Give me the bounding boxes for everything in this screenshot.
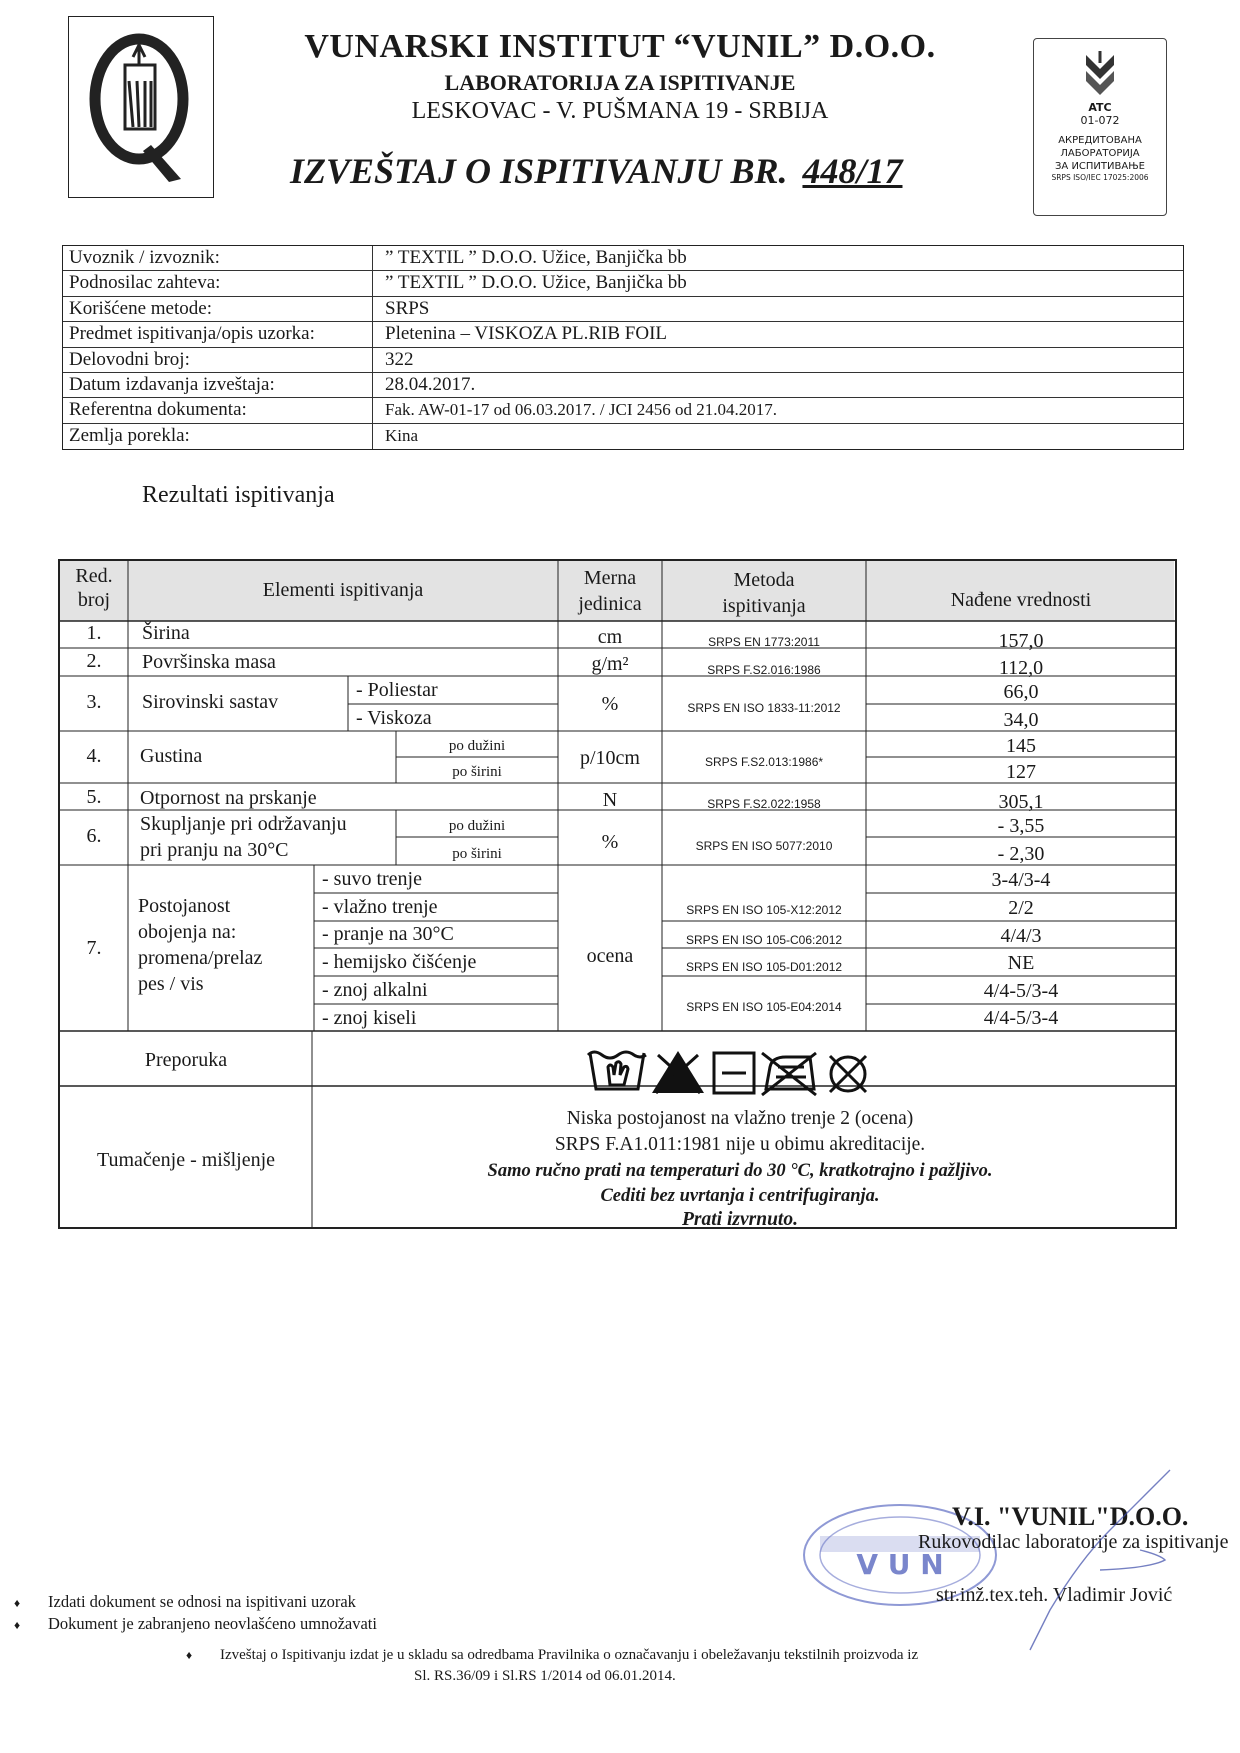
address: LESKOVAC - V. PUŠMANA 19 - SRBIJA bbox=[411, 98, 829, 124]
row-sub-length: po dužini bbox=[448, 738, 506, 754]
footer-text-2: Dokument je zabranjeno neovlašćeno umnožavati bbox=[48, 1614, 377, 1633]
atc-number: 01-072 bbox=[1080, 114, 1120, 127]
footer-line-2 bbox=[14, 1614, 377, 1634]
hand-wash-icon bbox=[588, 1052, 646, 1089]
lab-name: LABORATORIJA ZA ISPITIVANJE bbox=[444, 70, 796, 95]
footer-text-1: Izdati dokument se odnosi na ispitivani uzorak bbox=[48, 1592, 356, 1611]
info-value: 28.04.2017. bbox=[385, 373, 476, 395]
row-sub-alkaline: - znoj alkalni bbox=[322, 979, 428, 1001]
row-element: Otpornost na prskanje bbox=[140, 787, 317, 809]
row-value: 127 bbox=[1006, 761, 1036, 783]
institute-name: VUNARSKI INSTITUT “VUNIL” D.O.O. bbox=[304, 28, 936, 65]
tumble-dry-icon bbox=[714, 1053, 754, 1093]
info-row bbox=[63, 398, 1183, 423]
row-unit: p/10cm bbox=[580, 747, 640, 769]
row-element: Sirovinski sastav bbox=[142, 691, 279, 713]
header-no1: Red. bbox=[75, 565, 113, 587]
row-sub-polyester: - Poliestar bbox=[356, 679, 438, 701]
row-value: 112,0 bbox=[998, 657, 1044, 679]
info-row bbox=[63, 373, 1183, 398]
row-method: SRPS F.S2.016:1986 bbox=[707, 663, 821, 677]
header-unit1: Merna bbox=[583, 567, 637, 589]
row-element: Širina bbox=[142, 622, 190, 644]
footer-text-3: Izveštaj o Ispitivanju izdat je u skladu sa odredbama Pravilnika o označavanju i obeležavanju tekstilnih proizvoda iz bbox=[220, 1647, 919, 1663]
row-no: 2. bbox=[86, 650, 102, 672]
row-unit: N bbox=[602, 789, 618, 811]
footer-line-1 bbox=[14, 1592, 356, 1612]
row-unit: g/m² bbox=[591, 653, 629, 675]
atc-line2: ЛАБОРАТОРИЈА bbox=[1060, 148, 1140, 159]
row-sub-width: po širini bbox=[452, 764, 502, 780]
row-no: 5. bbox=[86, 786, 102, 808]
row-value: - 2,30 bbox=[997, 843, 1045, 865]
opinion-line-5: Prati izvrnuto. bbox=[682, 1209, 798, 1230]
care-symbols bbox=[586, 1045, 896, 1099]
info-row bbox=[63, 424, 1183, 449]
institute-logo bbox=[68, 16, 214, 198]
info-label: Podnosilac zahteva: bbox=[63, 271, 373, 295]
opinion-line-4: Cediti bez uvrtanja i centrifugiranja. bbox=[600, 1186, 880, 1206]
opinion-line-3: Samo ručno prati na temperaturi do 30 °C, kratkotrajno i pažljivo. bbox=[487, 1161, 993, 1181]
row-value: 4/4-5/3-4 bbox=[983, 980, 1059, 1002]
row-sub-acid: - znoj kiseli bbox=[322, 1007, 417, 1029]
info-row bbox=[63, 348, 1183, 373]
row-element: Gustina bbox=[140, 745, 203, 767]
row-value: - 3,55 bbox=[997, 815, 1045, 837]
accreditation-badge bbox=[1033, 38, 1167, 216]
row-element-2: pri pranju na 30°C bbox=[140, 839, 289, 861]
report-number: 448/17 bbox=[802, 151, 903, 191]
info-value: Fak. AW-01-17 od 06.03.2017. / JCI 2456 od 21.04.2017. bbox=[385, 400, 777, 420]
footer-line-4: Sl. RS.36/09 i Sl.RS 1/2014 od 06.01.2014. bbox=[414, 1668, 676, 1684]
row-value: 145 bbox=[1006, 735, 1036, 757]
row-method: SRPS EN ISO 105-X12:2012 bbox=[686, 903, 842, 917]
row-value: 66,0 bbox=[1003, 681, 1039, 703]
row-value: 4/4-5/3-4 bbox=[983, 1007, 1059, 1029]
info-value: Pletenina – VISKOZA PL.RIB FOIL bbox=[385, 323, 668, 345]
row-element-3: promena/prelaz bbox=[138, 947, 263, 969]
report-title-prefix: IZVEŠTAJ O ISPITIVANJU BR. bbox=[290, 151, 788, 191]
header-element: Elementi ispitivanja bbox=[262, 579, 424, 601]
info-value: ” TEXTIL ” D.O.O. Užice, Banjička bb bbox=[385, 247, 687, 268]
row-method: SRPS EN ISO 1833-11:2012 bbox=[687, 701, 841, 715]
row-value: 34,0 bbox=[1003, 709, 1039, 731]
row-method: SRPS EN ISO 105-E04:2014 bbox=[686, 1000, 842, 1014]
row-method: SRPS EN 1773:2011 bbox=[708, 635, 820, 649]
signature-role: Rukovodilac laboratorije za ispitivanje bbox=[918, 1531, 1229, 1553]
row-method: SRPS EN ISO 105-C06:2012 bbox=[685, 933, 843, 947]
results-title: Rezultati ispitivanja bbox=[142, 482, 335, 508]
info-value: 322 bbox=[385, 348, 414, 370]
row-value: NE bbox=[1007, 952, 1035, 974]
no-iron-icon bbox=[762, 1053, 816, 1095]
row-value: 2/2 bbox=[1008, 897, 1034, 919]
row-sub-length: po dužini bbox=[448, 818, 506, 834]
bullet-icon: ♦ bbox=[186, 1648, 193, 1662]
atc-mark-icon bbox=[1080, 51, 1120, 97]
info-row bbox=[63, 297, 1183, 322]
info-row bbox=[63, 322, 1183, 347]
row-value: 157,0 bbox=[998, 630, 1044, 652]
row-unit: % bbox=[601, 693, 619, 715]
atc-line3: ЗА ИСПИТИВАЊЕ bbox=[1055, 161, 1145, 172]
info-label: Datum izdavanja izveštaja: bbox=[63, 373, 373, 397]
row-no: 7. bbox=[86, 937, 102, 959]
row-sub-dry: - suvo trenje bbox=[322, 868, 422, 890]
no-dry-clean-icon bbox=[830, 1056, 866, 1092]
row-element-4: pes / vis bbox=[138, 973, 204, 995]
row-element: Postojanost bbox=[138, 895, 231, 917]
row-sub-width: po širini bbox=[452, 846, 502, 862]
header-unit2: jedinica bbox=[578, 593, 642, 615]
svg-text:V U N: V U N bbox=[856, 1548, 944, 1581]
row-unit: ocena bbox=[586, 945, 634, 967]
no-bleach-icon bbox=[652, 1051, 704, 1093]
info-label: Uvoznik / izvoznik: bbox=[63, 246, 373, 270]
row-sub-viscose: - Viskoza bbox=[356, 707, 432, 729]
vunil-q-logo-icon bbox=[81, 27, 201, 187]
header-method1: Metoda bbox=[733, 569, 795, 591]
row-method: SRPS F.S2.013:1986* bbox=[704, 755, 824, 769]
atc-standard: SRPS ISO/IEC 17025:2006 bbox=[1051, 173, 1149, 182]
opinion-label: Tumačenje - mišljenje bbox=[96, 1149, 276, 1171]
handwritten-signature bbox=[960, 1460, 1180, 1660]
row-element-2: obojenja na: bbox=[138, 921, 237, 943]
recommendation-label: Preporuka bbox=[144, 1049, 228, 1071]
opinion-line-1: Niska postojanost na vlažno trenje 2 (ocena) bbox=[566, 1108, 914, 1129]
row-method: SRPS EN ISO 5077:2010 bbox=[695, 839, 833, 853]
bullet-icon: ♦ bbox=[14, 1596, 21, 1610]
info-label: Predmet ispitivanja/opis uzorka: bbox=[63, 322, 373, 346]
row-sub-wet: - vlažno trenje bbox=[322, 896, 438, 918]
info-label: Korišćene metode: bbox=[63, 297, 373, 321]
signature-company: V.I. "VUNIL"D.O.O. bbox=[952, 1502, 1189, 1531]
atc-line1: АКРЕДИТОВАНА bbox=[1058, 135, 1142, 146]
info-label: Referentna dokumenta: bbox=[63, 398, 373, 422]
signature-name: str.inž.tex.teh. Vladimir Jović bbox=[936, 1584, 1173, 1606]
row-value: 3-4/3-4 bbox=[991, 869, 1051, 891]
row-value: 305,1 bbox=[998, 791, 1044, 813]
row-unit: cm bbox=[597, 626, 623, 648]
info-value: ” TEXTIL ” D.O.O. Užice, Banjička bb bbox=[385, 272, 687, 294]
row-sub-wash: - pranje na 30°C bbox=[322, 923, 454, 945]
row-no: 6. bbox=[86, 825, 102, 847]
row-no: 1. bbox=[86, 622, 102, 644]
info-label: Zemlja porekla: bbox=[63, 424, 373, 449]
row-no: 3. bbox=[86, 691, 102, 713]
info-row bbox=[63, 246, 1183, 271]
info-table bbox=[62, 245, 1184, 450]
row-method: SRPS EN ISO 105-D01:2012 bbox=[685, 960, 843, 974]
info-value: Kina bbox=[385, 425, 419, 445]
footer-line-3 bbox=[186, 1647, 918, 1664]
row-value: 4/4/3 bbox=[1000, 925, 1042, 947]
row-element: Skupljanje pri održavanju bbox=[140, 813, 347, 835]
row-unit: % bbox=[601, 831, 619, 853]
report-title bbox=[290, 150, 908, 192]
row-no: 4. bbox=[86, 745, 102, 767]
header-no2: broj bbox=[77, 589, 111, 611]
info-value: SRPS bbox=[385, 297, 430, 319]
row-element: Površinska masa bbox=[142, 651, 276, 673]
info-row bbox=[63, 271, 1183, 296]
row-method: SRPS F.S2.022:1958 bbox=[707, 797, 821, 811]
row-sub-dryclean: - hemijsko čišćenje bbox=[322, 951, 477, 973]
header-value: Nađene vrednosti bbox=[950, 589, 1092, 611]
opinion-line-2: SRPS F.A1.011:1981 nije u obimu akreditacije. bbox=[554, 1134, 926, 1155]
atc-code: ATC bbox=[1088, 101, 1112, 114]
info-label: Delovodni broj: bbox=[63, 348, 373, 372]
header-method2: ispitivanja bbox=[722, 595, 806, 617]
bullet-icon: ♦ bbox=[14, 1618, 21, 1632]
